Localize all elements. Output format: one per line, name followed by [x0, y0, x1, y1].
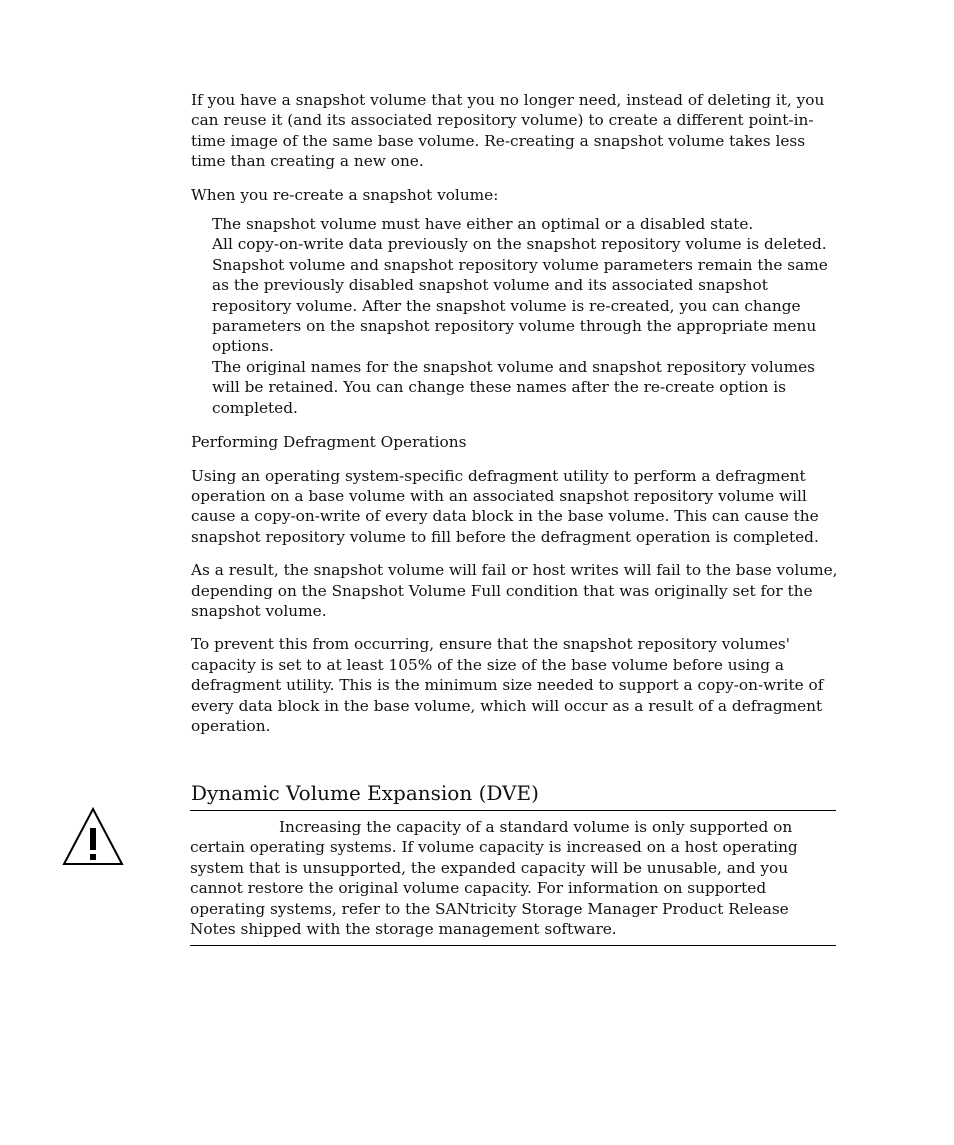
recreate-lead: When you re-create a snapshot volume:	[191, 185, 499, 204]
list-item: Snapshot volume and snapshot repository volume parameters remain the same as the previously disabled snapshot volume and its associated snapshot repository volume. After the snapshot volume is re-created, you can change parameters on the snapshot repository volume through the appropriate menu options.	[212, 255, 828, 356]
list-item: The snapshot volume must have either an optimal or a disabled state.	[212, 215, 754, 234]
warning-triangle-icon	[62, 806, 124, 868]
caution-box	[190, 810, 836, 946]
section-heading: Dynamic Volume Expansion (DVE)	[191, 781, 539, 806]
document-body	[191, 90, 839, 806]
defrag-paragraph: Using an operating system-specific defragment utility to perform a defragment operation on a base volume with an associated snapshot repository volume will cause a copy-on-write of every data block in the base volume. This can cause the snapshot repository volume to fill before the defragment operation is completed.	[191, 466, 819, 546]
defrag-paragraph: To prevent this from occurring, ensure that the snapshot repository volumes' capacity is set to at least 105% of the size of the base volume before using a defragment utility. This is the minimum size needed to support a copy-on-write of every data block in the base volume, which will occur as a result of a defragment operation.	[191, 635, 824, 735]
list-item: All copy-on-write data previously on the snapshot repository volume is deleted.	[212, 235, 827, 254]
list-item: The original names for the snapshot volume and snapshot repository volumes will be retained. You can change these names after the re-create option is completed.	[212, 357, 815, 417]
defrag-heading: Performing Defragment Operations	[191, 433, 467, 452]
intro-paragraph: If you have a snapshot volume that you no longer need, instead of deleting it, you can reuse it (and its associated repository volume) to create a different point-in-time image of the same base volume. Re-creating a snapshot volume takes less time than creating a new one.	[191, 91, 825, 171]
caution-text: Increasing the capacity of a standard volume is only supported on certain operating systems. If volume capacity is increased on a host operating system that is unsupported, the expanded capacity will be unusable, and you cannot restore the original volume capacity. For information on supported operating systems, refer to the SANtricity Storage Manager Product Release Notes shipped with the storage management software.	[190, 818, 798, 939]
defrag-paragraph: As a result, the snapshot volume will fail or host writes will fail to the base volume, depending on the Snapshot Volume Full condition that was originally set for the snapshot volume.	[191, 561, 838, 620]
recreate-list	[212, 214, 839, 418]
